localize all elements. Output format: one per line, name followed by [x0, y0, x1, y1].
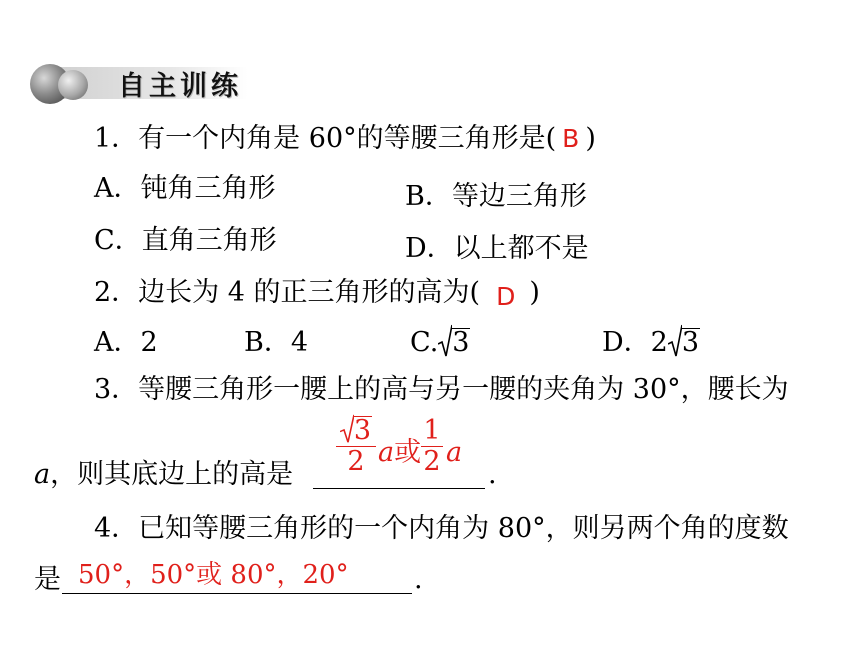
- sqrt-icon: [438, 326, 470, 360]
- q1-stem-close: ): [585, 123, 596, 154]
- q3-line1: 3．等腰三角形一腰上的高与另一腰的夹角为 30°，腰长为: [94, 374, 789, 405]
- q3-answer-blank: [313, 488, 485, 489]
- sqrt-icon: [340, 416, 372, 446]
- q3-answer-var: a: [378, 437, 395, 468]
- q3-answer-frac1-num: [336, 416, 376, 447]
- q1-answer: B: [562, 124, 580, 153]
- section-banner: [30, 60, 250, 106]
- q1-stem-text: 1．有一个内角是 60°的等腰三角形是(: [94, 123, 557, 154]
- q4-period: .: [414, 564, 423, 595]
- q1-option-d: D．以上都不是: [405, 233, 589, 264]
- q3-answer-or: 或: [394, 437, 422, 468]
- q3-answer-frac1: [336, 416, 376, 477]
- q2-option-d-label: D．2: [602, 327, 668, 358]
- banner-ball-small-icon: [58, 70, 88, 100]
- q2-answer: D: [496, 282, 516, 311]
- q2-stem: [94, 276, 540, 310]
- q1-option-a: A．钝角三角形: [94, 173, 276, 204]
- q3-answer-middle: [378, 436, 421, 470]
- q3-answer-var2: a: [446, 437, 463, 468]
- q3-answer-frac1-radicand: 3: [353, 415, 372, 446]
- q2-option-d: [602, 326, 700, 360]
- q2-stem-close: ): [529, 277, 540, 308]
- q1-option-b: B．等边三角形: [405, 181, 587, 212]
- q2-option-c-radicand: 3: [452, 327, 470, 358]
- q3-answer-frac2: [421, 416, 443, 477]
- q4-answer: 50°，50°或 80°，20°: [78, 560, 349, 590]
- q3-answer-frac2-den: 2: [423, 446, 441, 477]
- section-title: 自主训练: [118, 71, 242, 102]
- q2-option-c: [410, 326, 470, 360]
- q2-option-a: A．2: [94, 327, 158, 358]
- q3-period: .: [488, 459, 497, 490]
- q3-line2: [34, 458, 293, 492]
- q4-line1: 4．已知等腰三角形的一个内角为 80°，则另两个角的度数: [94, 513, 789, 544]
- q1-stem: [94, 122, 596, 156]
- q3-line2-text: ，则其底边上的高是: [50, 459, 294, 490]
- q2-option-d-radicand: 3: [681, 327, 700, 358]
- q1-option-c: C．直角三角形: [94, 225, 277, 256]
- q3-answer-frac1-den: 2: [347, 446, 365, 477]
- q2-stem-text: 2．边长为 4 的正三角形的高为(: [94, 277, 481, 308]
- q3-answer-frac2-num: 1: [421, 416, 443, 447]
- q4-answer-blank: [62, 593, 412, 594]
- q2-option-b: B．4: [244, 327, 309, 358]
- q2-option-c-label: C.: [410, 327, 439, 358]
- sqrt-icon: [668, 326, 700, 360]
- q4-line2-prefix: 是: [34, 564, 61, 595]
- q3-var-a: a: [34, 459, 51, 490]
